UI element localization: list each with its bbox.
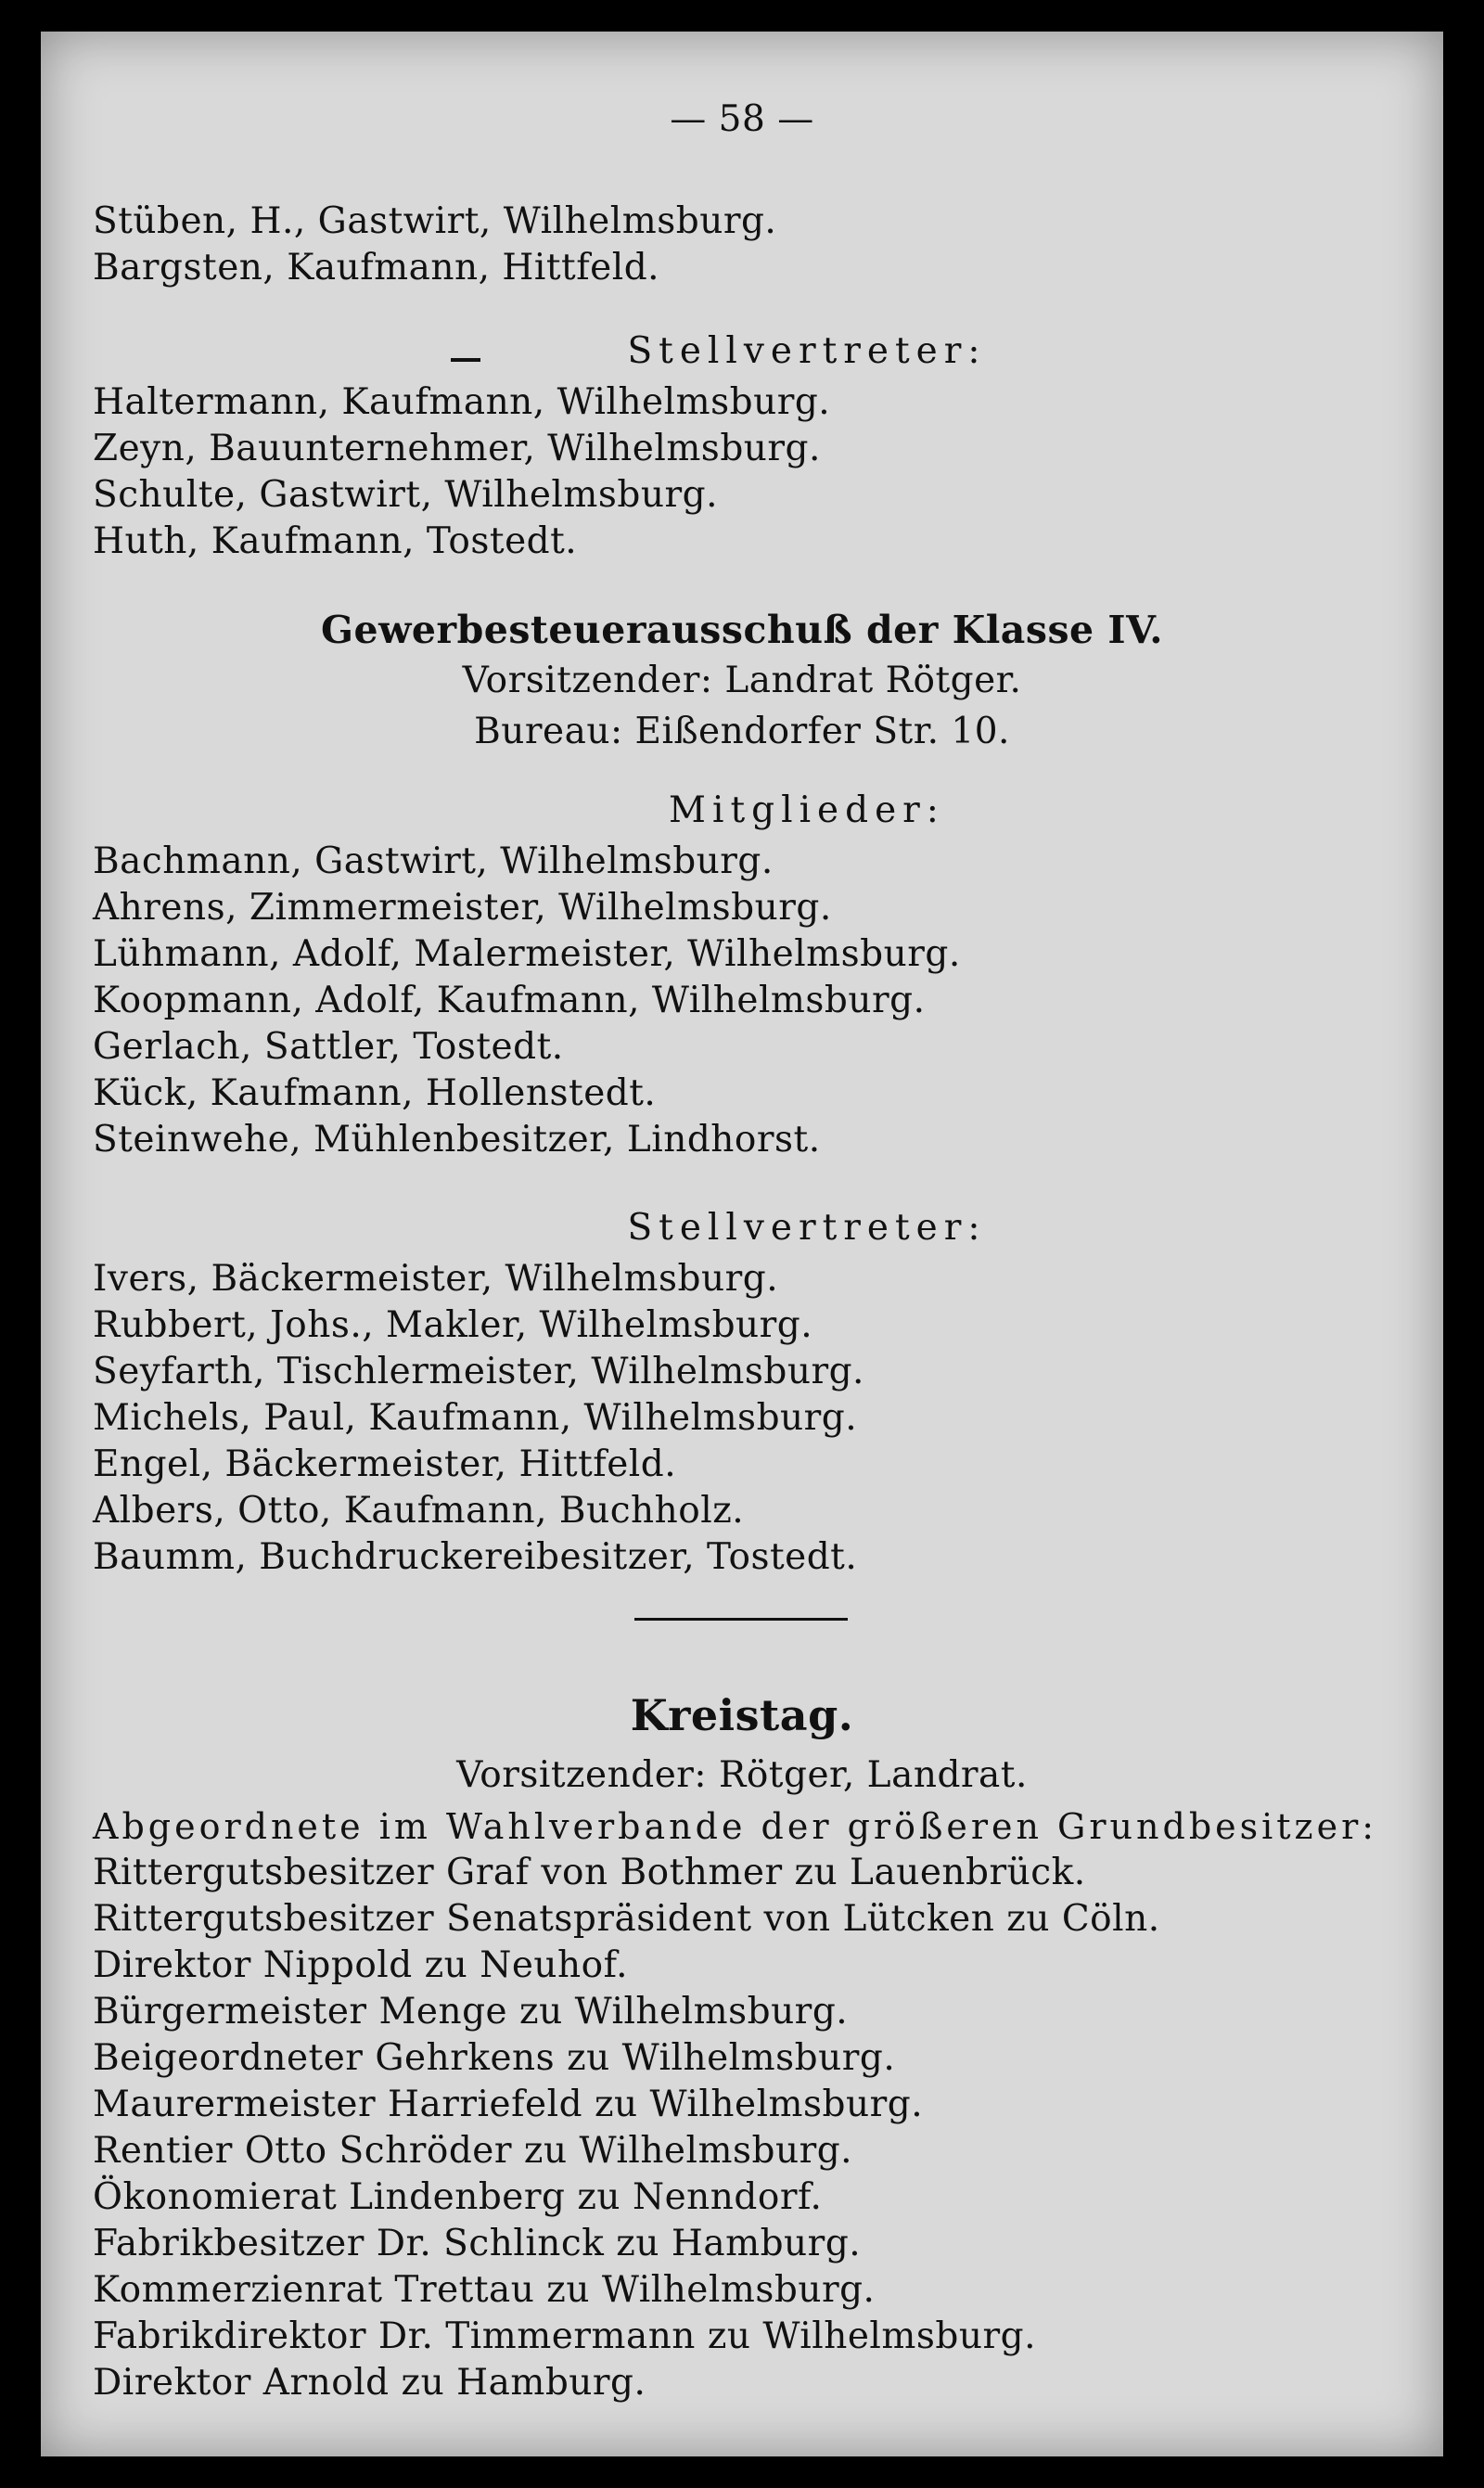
list-item: Kück, Kaufmann, Hollenstedt. (93, 1072, 657, 1114)
list-item: Schulte, Gastwirt, Wilhelmsburg. (93, 474, 718, 516)
list-item: Ökonomierat Lindenberg zu Nenndorf. (93, 2176, 823, 2218)
list-item: Ahrens, Zimmermeister, Wilhelmsburg. (93, 887, 832, 929)
list-item: Fabrikdirektor Dr. Timmermann zu Wilhelmsburg. (93, 2315, 1036, 2357)
list-item: Rittergutsbesitzer Graf von Bothmer zu Lauenbrück. (93, 1852, 1086, 1893)
list-item: Steinwehe, Mühlenbesitzer, Lindhorst. (93, 1119, 821, 1161)
office-line: Bureau: Eißendorfer Str. 10. (474, 711, 1010, 752)
list-item: Engel, Bäckermeister, Hittfeld. (93, 1443, 677, 1485)
members-heading: Mitglieder: (669, 789, 945, 831)
list-item: Beigeordneter Gehrkens zu Wilhelmsburg. (93, 2037, 896, 2079)
list-item: Bachmann, Gastwirt, Wilhelmsburg. (93, 840, 774, 882)
list-item: Michels, Paul, Kaufmann, Wilhelmsburg. (93, 1397, 858, 1439)
list-item: Seyfarth, Tischlermeister, Wilhelmsburg. (93, 1351, 864, 1392)
list-item: Rubbert, Johs., Makler, Wilhelmsburg. (93, 1304, 813, 1346)
list-item: Fabrikbesitzer Dr. Schlinck zu Hamburg. (93, 2223, 862, 2264)
section-title: Gewerbesteuerausschuß der Klasse IV. (320, 608, 1163, 652)
list-item: Bargsten, Kaufmann, Hittfeld. (93, 247, 660, 289)
list-item: Baumm, Buchdruckereibesitzer, Tostedt. (93, 1536, 858, 1578)
list-item: Maurermeister Harriefeld zu Wilhelmsburg. (93, 2084, 924, 2125)
list-item: Direktor Arnold zu Hamburg. (93, 2362, 646, 2404)
list-item: Direktor Nippold zu Neuhof. (93, 1944, 629, 1986)
list-item: Ivers, Bäckermeister, Wilhelmsburg. (93, 1258, 779, 1300)
deputies-heading: Stellvertreter: (627, 330, 987, 372)
chair-line: Vorsitzender: Rötger, Landrat. (456, 1754, 1028, 1796)
chair-line: Vorsitzender: Landrat Rötger. (462, 660, 1022, 701)
list-item: Gerlach, Sattler, Tostedt. (93, 1026, 564, 1068)
list-item: Rentier Otto Schröder zu Wilhelmsburg. (93, 2130, 853, 2172)
list-item: Koopmann, Adolf, Kaufmann, Wilhelmsburg. (93, 980, 926, 1021)
deputies-heading: Stellvertreter: (627, 1207, 987, 1249)
section-title: Kreistag. (630, 1690, 854, 1740)
list-item: Lühmann, Adolf, Malermeister, Wilhelmsburg. (93, 933, 961, 975)
list-item: Bürgermeister Menge zu Wilhelmsburg. (93, 1991, 849, 2033)
document-page (41, 32, 1443, 2456)
list-item: Haltermann, Kaufmann, Wilhelmsburg. (93, 381, 831, 423)
list-item: Kommerzienrat Trettau zu Wilhelmsburg. (93, 2269, 876, 2311)
list-item: Stüben, H., Gastwirt, Wilhelmsburg. (93, 200, 777, 242)
list-item: Albers, Otto, Kaufmann, Buchholz. (93, 1490, 745, 1532)
list-item: Rittergutsbesitzer Senatspräsident von Lütcken zu Cöln. (93, 1898, 1160, 1940)
list-item: Zeyn, Bauunternehmer, Wilhelmsburg. (93, 428, 821, 469)
list-item: Huth, Kaufmann, Tostedt. (93, 520, 578, 562)
section-divider (634, 1618, 848, 1621)
group-heading: Abgeordnete im Wahlverbande der größeren Grundbesitzer: (93, 1806, 1378, 1847)
page-number: — 58 — (670, 98, 814, 140)
